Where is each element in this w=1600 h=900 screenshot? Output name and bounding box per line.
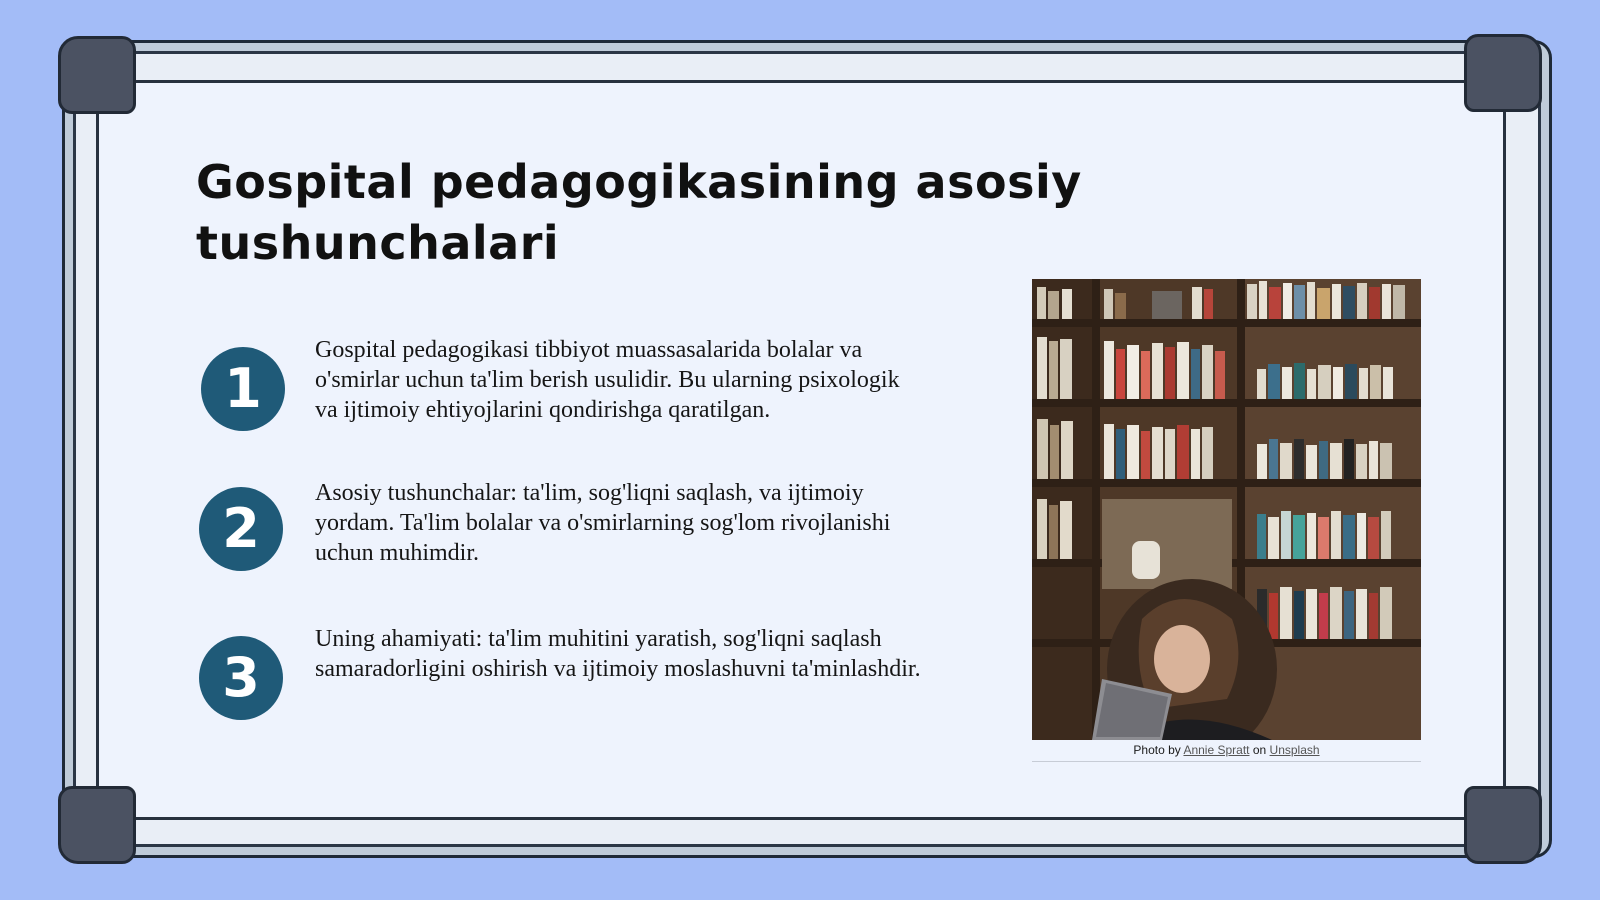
photo-credit-prefix: Photo by	[1133, 743, 1181, 757]
number-badge: 1	[201, 347, 285, 431]
frame-corner-bottom-right	[1464, 786, 1542, 864]
list-item	[196, 478, 926, 578]
list-item	[196, 335, 926, 435]
number-badge: 2	[199, 487, 283, 571]
list-item	[196, 624, 926, 724]
bookshelf-photo-illustration	[1032, 279, 1421, 740]
list-item-text: Uning ahamiyati: ta'lim muhitini yaratish, sog'liqni saqlash samaradorligini oshirish va ijtimoiy moslashuvni ta'minlashdir.	[315, 626, 921, 682]
library-photo	[1032, 279, 1421, 740]
slide-title: Gospital pedagogikasining asosiy tushunchalari	[196, 155, 1082, 270]
frame-corner-bottom-left	[58, 786, 136, 864]
number-badge: 3	[199, 636, 283, 720]
frame-corner-top-left	[58, 36, 136, 114]
photo-credit	[1032, 741, 1421, 762]
photo-credit-middle: on	[1252, 743, 1267, 757]
list-item-text: Asosiy tushunchalar: ta'lim, sog'liqni saqlash, va ijtimoiy yordam. Ta'lim bolalar va o'smirlarning sog'lom rivojlanishi uchun muhimdir.	[315, 480, 891, 566]
photo-author-link[interactable]: Annie Spratt	[1183, 743, 1250, 757]
photo-source-link[interactable]: Unsplash	[1269, 743, 1320, 757]
list-item-text: Gospital pedagogikasi tibbiyot muassasalarida bolalar va o'smirlar uchun ta'lim berish usulidir. Bu ularning psixologik va ijtimoiy ehtiyojlarini qondirishga qaratilgan.	[315, 337, 900, 423]
frame-corner-top-right	[1464, 34, 1542, 112]
